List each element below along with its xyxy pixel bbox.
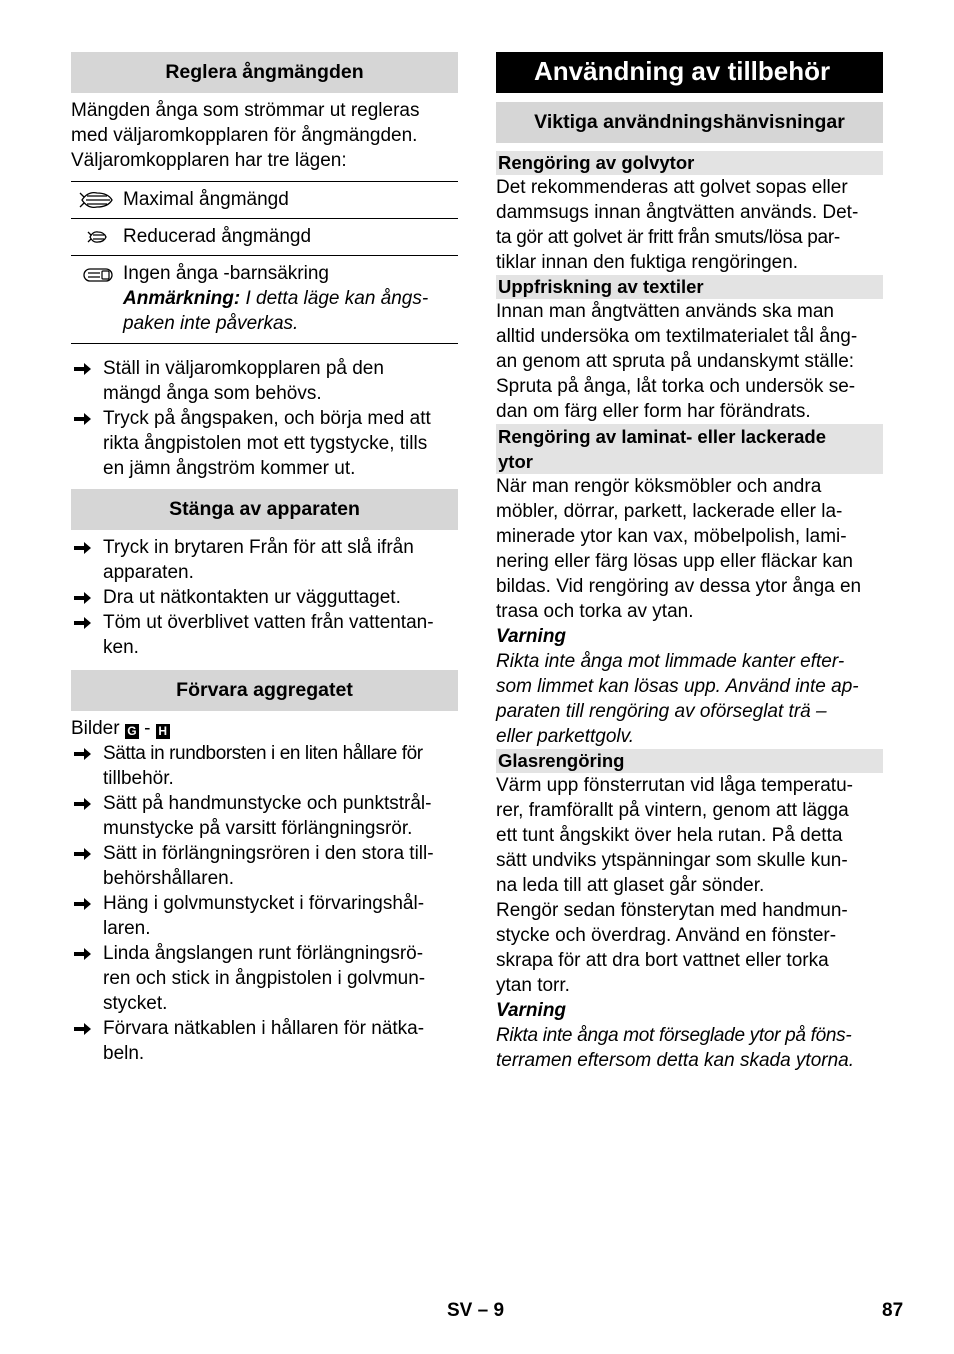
list-item: Sätt in förlängningsrören i den stora till- behörshållaren.: [71, 841, 458, 891]
figure-reference: Bilder G - H: [71, 716, 458, 741]
text-line: med väljaromkopplaren för ångmängden.: [71, 125, 418, 146]
figure-label-h: H: [156, 724, 170, 739]
block-heading: Rengöring av golvytor: [496, 151, 883, 175]
sub-heading: Viktiga användningshänvisningar: [496, 102, 883, 143]
arrow-right-icon: [71, 741, 103, 791]
right-column: [496, 52, 883, 1073]
mode-note: Anmärkning: I detta läge kan ångs-: [123, 288, 429, 309]
arrow-right-icon: [71, 610, 103, 660]
left-column: [71, 52, 458, 1066]
arrow-right-icon: [71, 535, 103, 585]
block-heading: Uppfriskning av textiler: [496, 275, 883, 299]
reduced-steam-icon: [71, 219, 123, 255]
arrow-right-icon: [71, 585, 103, 610]
section-heading: Förvara aggregatet: [71, 670, 458, 711]
list-item: Linda ångslangen runt förlängningsrö- ren och stick in ångpistolen i golvmun- stycket.: [71, 941, 458, 1016]
list-item: Häng i golvmunstycket i förvaringshål- laren.: [71, 891, 458, 941]
list-item: Tryck på ångspaken, och börja med att rikta ångpistolen mot ett tygstycke, tills en jämn ångström kommer ut.: [71, 406, 458, 481]
section-heading: Reglera ångmängden: [71, 52, 458, 93]
block-heading: Glasrengöring: [496, 749, 883, 773]
mode-text: [123, 256, 458, 343]
content-block: [496, 749, 883, 1073]
mode-label: Ingen ånga -barnsäkring: [123, 263, 329, 284]
warning-text: Rikta inte ånga mot förseglade ytor på föns- terramen eftersom detta kan skada ytorna.: [496, 1025, 855, 1071]
arrow-right-icon: [71, 841, 103, 891]
step-list: [71, 356, 458, 481]
block-text: Innan man ångtvätten används ska man alltid undersöka om textilmaterialet tål ång- an genom att spruta på undanskymt ställe: Spruta på ånga, låt torka och undersök se- dan om färg eller form har förändrats.: [496, 301, 858, 422]
mode-row-none: [71, 256, 458, 344]
mode-label: Reducerad ångmängd: [123, 226, 312, 247]
block-heading: Rengöring av laminat- eller lackerade ytor: [496, 424, 883, 474]
max-steam-icon: [71, 182, 123, 218]
list-item: Ställ in väljaromkopplaren på den mängd ånga som behövs.: [71, 356, 458, 406]
list-item: Dra ut nätkontakten ur vägguttaget.: [71, 585, 458, 610]
block-text: När man rengör köksmöbler och andra möbler, dörrar, parkett, lackerade eller la- minerade ytor kan vax, möbelpolish, lami- nering eller färg lösas upp eller fläckar kan bildas. Vid rengöring av dessa ytor ånga en trasa och torka av ytan.: [496, 476, 862, 622]
warning-title: Varning: [496, 1000, 567, 1021]
content-block: [496, 424, 883, 749]
mode-label: Maximal ångmängd: [123, 189, 289, 210]
step-list: [71, 741, 458, 1066]
no-steam-lock-icon: [71, 256, 123, 343]
arrow-right-icon: [71, 891, 103, 941]
steam-mode-table: [71, 181, 458, 344]
list-item: Sätta in rundborsten i en liten hållare för tillbehör.: [71, 741, 458, 791]
figure-label-g: G: [125, 724, 139, 739]
footer-section-label: SV – 9: [447, 1300, 505, 1321]
text-line: Väljaromkopplaren har tre lägen:: [71, 150, 347, 171]
section-heading: Stänga av apparaten: [71, 489, 458, 530]
mode-row-max: [71, 182, 458, 219]
list-item: Töm ut överblivet vatten från vattentan- ken.: [71, 610, 458, 660]
section-intro: [71, 98, 458, 173]
step-list: [71, 535, 458, 660]
list-item: Förvara nätkablen i hållaren för nätka- beln.: [71, 1016, 458, 1066]
mode-row-reduced: [71, 219, 458, 256]
arrow-right-icon: [71, 356, 103, 406]
arrow-right-icon: [71, 791, 103, 841]
main-heading: Användning av tillbehör: [496, 52, 883, 93]
list-item: Sätt på handmunstycke och punktstrål- munstycke på varsitt förlängningsrör.: [71, 791, 458, 841]
content-block: [496, 151, 883, 275]
arrow-right-icon: [71, 1016, 103, 1066]
warning-title: Varning: [496, 626, 567, 647]
page-number: 87: [882, 1300, 904, 1321]
content-block: [496, 275, 883, 424]
block-text: Det rekommenderas att golvet sopas eller dammsugs innan ångtvätten används. Det- ta gör att golvet är fritt från smuts/lösa par- tiklar innan den fuktiga rengöringen.: [496, 177, 859, 273]
block-text: Värm upp fönsterrutan vid låga temperatu- rer, framförallt på vintern, genom att lägga ett tunt ångskikt över hela rutan. På detta sätt undviks ytspänningar som skulle kun- na leda till att glaset går sönder. Rengör sedan fönsterytan med handmun- stycke och överdrag. Använd en fönster- skrapa för att dra bort vattnet eller torka ytan torr.: [496, 775, 853, 996]
list-item: Tryck in brytaren Från för att slå ifrån apparaten.: [71, 535, 458, 585]
mode-note: paken inte påverkas.: [123, 313, 299, 334]
arrow-right-icon: [71, 941, 103, 1016]
text-line: Mängden ånga som strömmar ut regleras: [71, 100, 420, 121]
warning-text: Rikta inte ånga mot limmade kanter efter- som limmet kan lösas upp. Använd inte ap- paraten till rengöring av oförseglat trä – eller parkettgolv.: [496, 651, 859, 747]
arrow-right-icon: [71, 406, 103, 481]
